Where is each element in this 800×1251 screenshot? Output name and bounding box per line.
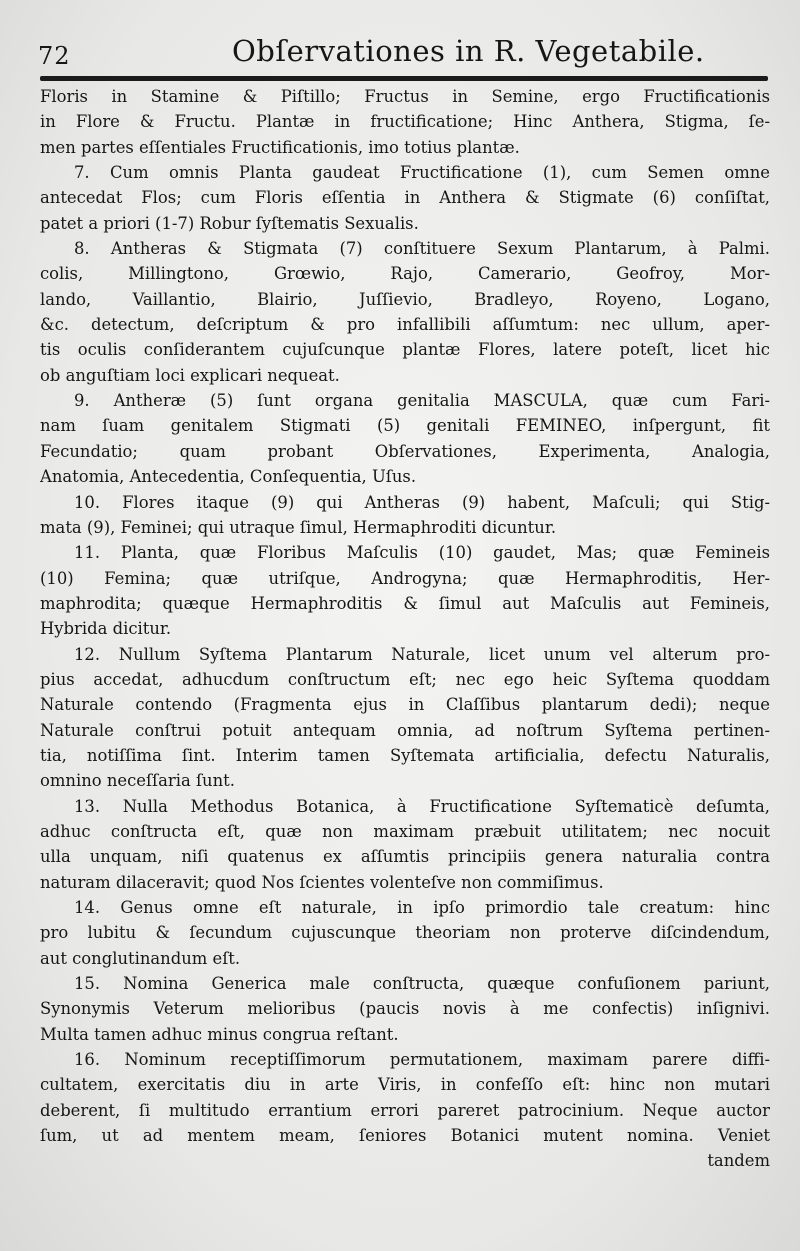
text-line: pius accedat, adhucdum conſtructum eſt; nec ego heic Syſtema quoddam [40, 669, 770, 689]
text-line: 9. Antheræ (5) ſunt organa genitalia MASCULA, quæ cum Fari- [74, 391, 770, 411]
text-line: Naturale contendo (Fragmenta ejus in Claſſibus plantarum dedi); neque [40, 695, 770, 715]
text-line: 11. Planta, quæ Floribus Maſculis (10) gaudet, Mas; quæ Femineis [74, 543, 770, 563]
text-line: colis, Millingtono, Grœwio, Rajo, Camerario, Geofroy, Mor- [40, 264, 770, 284]
text-line: Anatomia, Antecedentia, Conſequentia, Uſus. [40, 467, 417, 487]
text-line: adhuc conſtructa eſt, quæ non maximam præbuit utilitatem; nec nocuit [40, 821, 770, 841]
text-line: 15. Nomina Generica male conſtructa, quæque confuſionem pariunt, [74, 974, 770, 994]
text-line: patet a priori (1-7) Robur ſyſtematis Sexualis. [40, 213, 419, 233]
text-line: 8. Antheras & Stigmata (7) conſtituere Sexum Plantarum, à Palmi. [74, 239, 770, 259]
text-line: Hybrida dicitur. [40, 619, 172, 639]
text-line: tia, notiſſima ſint. Interim tamen Syſtemata artificialia, defectu Naturalis, [40, 745, 770, 765]
text-line: 14. Genus omne eſt naturale, in ipſo primordio tale creatum: hinc [74, 898, 770, 917]
text-line: &c. detectum, deſcriptum & pro infallibili aſſumtum: nec ullum, aper- [40, 315, 770, 335]
text-line: Naturale conſtrui potuit antequam omnia, ad noſtrum Syſtema pertinen- [40, 720, 770, 740]
text-line: pro lubitu & ſecundum cujuscunque theoriam non proterve diſcindendum, [40, 923, 770, 943]
text-line: (10) Femina; quæ utriſque, Androgyna; quæ Hermaphroditis, Her- [40, 568, 770, 588]
text-line: omnino neceſſaria ſunt. [40, 771, 235, 791]
page-number: 72 [38, 42, 71, 70]
text-line: cultatem, exercitatis diu in arte Viris, in confeſſo eſt: hinc non mutari [40, 1075, 770, 1095]
catchword: tandem [707, 1151, 770, 1171]
text-line: lando, Vaillantio, Blairio, Juſſievio, Bradleyo, Royeno, Logano, [40, 289, 770, 309]
text-line: in Flore & Fructu. Plantæ in fructificatione; Hinc Anthera, Stigma, ſe- [40, 112, 770, 132]
text-line: antecedat Flos; cum Floris eſſentia in Anthera & Stigmate (6) conſiſtat, [40, 188, 770, 208]
text-line: Fecundatio; quam probant Obſervationes, Experimenta, Analogia, [40, 441, 770, 461]
text-line: tis oculis conſiderantem cujuſcunque plantæ Flores, latere poteſt, licet hic [40, 340, 770, 360]
running-header [34, 30, 774, 70]
text-line: 13. Nulla Methodus Botanica, à Fructificatione Syſtematicè deſumta, [74, 796, 770, 816]
text-line: mata (9), Feminei; qui utraque ſimul, Hermaphroditi dicuntur. [40, 517, 557, 537]
text-line: nam ſuam genitalem Stigmati (5) genitali FEMINEO, inſpergunt, fit [40, 416, 770, 436]
text-line: ob anguſtiam loci explicari nequeat. [40, 365, 340, 385]
text-line: Floris in Stamine & Piſtillo; Fructus in Semine, ergo Fructificationis [40, 87, 770, 106]
text-line: men partes eſſentiales Fructificationis, imo totius plantæ. [40, 137, 520, 157]
text-line: 10. Flores itaque (9) qui Antheras (9) habent, Maſculi; qui Stig- [74, 492, 770, 512]
text-line: 16. Nominum receptiſſimorum permutationem, maximam parere diffi- [74, 1050, 770, 1070]
text-line: deberent, ſi multitudo errantium errori pareret patrocinium. Neque auctor [40, 1100, 770, 1120]
text-line: ulla unquam, niſi quatenus ex aſſumtis principiis genera naturalia contra [40, 847, 770, 867]
text-line: maphrodita; quæque Hermaphroditis & ſimul aut Maſculis aut Femineis, [40, 593, 770, 613]
text-line: aut conglutinandum eſt. [40, 948, 241, 968]
running-title: Obſervationes in R. Vegetabile. [232, 34, 705, 68]
text-line: ſum, ut ad mentem meam, ſeniores Botanici mutent nomina. Veniet [40, 1126, 770, 1146]
text-line: 12. Nullum Syſtema Plantarum Naturale, licet unum vel alterum pro- [74, 644, 770, 664]
header-rule [40, 76, 768, 81]
text-line: 7. Cum omnis Planta gaudeat Fructificatione (1), cum Semen omne [74, 163, 770, 183]
text-line: naturam dilaceravit; quod Nos ſcientes volenteſve non commiſimus. [40, 872, 604, 892]
text-line: Multa tamen adhuc minus congrua reſtant. [40, 1024, 399, 1044]
body-text [40, 84, 770, 1174]
text-line: Synonymis Veterum melioribus (paucis novis à me confectis) inſignivi. [40, 999, 770, 1019]
